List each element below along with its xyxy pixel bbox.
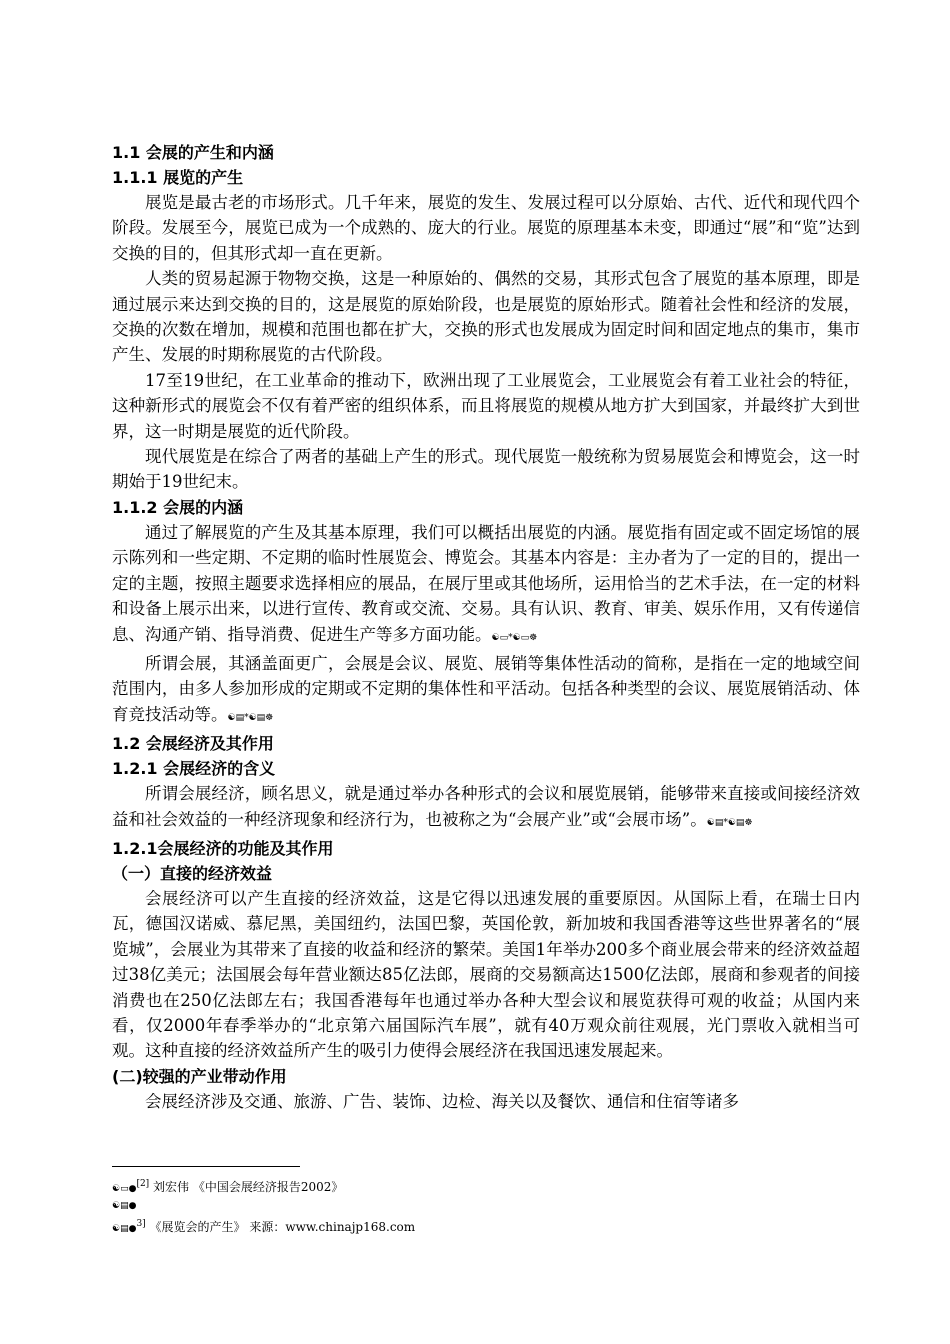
heading-text: 1.1.1 展览的产生 <box>112 168 244 187</box>
section-heading <box>112 756 860 781</box>
reference-mark: ☯▤*☯▤☸ <box>227 712 274 723</box>
paragraph-text: 展览是最古老的市场形式。几千年来，展览的发生、发展过程可以分原始、古代、近代和现代四个阶段。发展至今，展览已成为一个成熟的、庞大的行业。展览的原理基本未变，即通过“展”和“览”达到交换的目的，但其形式却一直在更新。 <box>112 193 860 263</box>
body-paragraph <box>112 520 860 651</box>
reference-mark: ☯▭*☯▭☸ <box>491 632 538 643</box>
footnote-3-number: 3] <box>136 1219 146 1229</box>
footnote-3-text: 《展览会的产生》 来源：www.chinajp168.com <box>149 1220 416 1234</box>
footnote-1-mark: ☯▭● <box>112 1184 137 1194</box>
footnote-divider <box>112 1166 300 1167</box>
body-paragraph <box>112 368 860 444</box>
section-heading <box>112 836 860 861</box>
footnote-3 <box>112 1216 415 1237</box>
body-paragraph <box>112 781 860 836</box>
section-heading <box>112 495 860 520</box>
footnote-2 <box>112 1196 136 1214</box>
footnote-3-mark: ☯▤● <box>112 1224 137 1234</box>
paragraph-text: 通过了解展览的产生及其基本原理，我们可以概括出展览的内涵。展览指有固定或不固定场馆的展示陈列和一些定期、不定期的临时性展览会、博览会。其基本内容是：主办者为了一定的目的，提出一定的主题，按照主题要求选择相应的展品，在展厅里或其他场所，运用恰当的艺术手法，在一定的材料和设备上展示出来，以进行宣传、教育或交流、交易。具有认识、教育、审美、娱乐作用，又有传递信息、沟通产销、指导消费、促进生产等多方面功能。 <box>112 522 860 644</box>
footnote-1 <box>112 1176 343 1197</box>
paragraph-text: 17至19世纪，在工业革命的推动下，欧洲出现了工业展览会，工业展览会有着工业社会的特征，这种新形式的展览会不仅有着严密的组织体系，而且将展览的规模从地方扩大到国家，并最终扩大到世界，这一时期是展览的近代阶段。 <box>112 370 860 441</box>
heading-text: 1.2 会展经济及其作用 <box>112 734 274 754</box>
body-paragraph <box>112 886 860 1064</box>
paragraph-text: 现代展览是在综合了两者的基础上产生的形式。现代展览一般统称为贸易展览会和博览会，这一时期始于19世纪末。 <box>112 447 860 492</box>
body-paragraph <box>112 444 860 495</box>
footnote-1-text: 刘宏伟 《中国会展经济报告2002》 <box>153 1180 344 1194</box>
heading-text: 1.2.1 会展经济的含义 <box>112 759 276 779</box>
section-heading <box>112 1064 860 1089</box>
paragraph-text: 会展经济涉及交通、旅游、广告、装饰、边检、海关以及餐饮、通信和住宿等诸多 <box>145 1091 739 1111</box>
body-paragraph <box>112 651 860 731</box>
heading-text: 1.2.1会展经济的功能及其作用 <box>112 838 334 858</box>
footnote-2-mark: ☯▤● <box>112 1201 137 1211</box>
section-heading <box>112 731 860 756</box>
footnote-1-number: [2] <box>136 1179 150 1189</box>
paragraph-text: 所谓会展，其涵盖面更广，会展是会议、展览、展销等集体性活动的简称，是指在一定的地域空间范围内，由多人参加形成的定期或不定期的集体性和平活动。包括各种类型的会议、展览展销活动、体育竞技活动等。 <box>112 653 860 724</box>
body-paragraph <box>112 1089 860 1114</box>
reference-mark: ☯▤*☯▤☸ <box>706 817 753 828</box>
paragraph-text: 所谓会展经济，顾名思义，就是通过举办各种形式的会议和展览展销，能够带来直接或间接经济效益和社会效益的一种经济现象和经济行为，也被称之为“会展产业”或“会展市场”。 <box>112 784 860 829</box>
section-heading <box>112 165 860 190</box>
body-paragraph <box>112 190 860 266</box>
section-heading <box>112 861 860 886</box>
paragraph-text: 人类的贸易起源于物物交换，这是一种原始的、偶然的交易，其形式包含了展览的基本原理，即是通过展示来达到交换的目的，这是展览的原始阶段，也是展览的原始形式。随着社会性和经济的发展，交换的次数在增加，规模和范围也都在扩大，交换的形式也发展成为固定时间和固定地点的集市，集市产生、发展的时期称展览的古代阶段。 <box>112 269 860 365</box>
heading-text: 1.1.2 会展的内涵 <box>112 497 244 517</box>
heading-text: (二)较强的产业带动作用 <box>112 1066 287 1086</box>
heading-text: 1.1 会展的产生和内涵 <box>112 143 274 162</box>
document-body <box>112 140 860 1114</box>
body-paragraph <box>112 266 860 368</box>
paragraph-text: 会展经济可以产生直接的经济效益，这是它得以迅速发展的重要原因。从国际上看，在瑞士日内瓦，德国汉诺威、慕尼黑，美国纽约，法国巴黎，英国伦敦，新加坡和我国香港等这些世界著名的“展览城”，会展业为其带来了直接的收益和经济的繁荣。美国1年举办200多个商业展会带来的经济效益超过38亿美元；法国展会每年营业额达85亿法郎，展商的交易额高达1500亿法郎，展商和参观者的间接消费也在250亿法郎左右；我国香港每年也通过举办各种大型会议和展览获得可观的收益；从国内来看，仅2000年春季举办的“北京第六届国际汽车展”，就有40万观众前往观展，光门票收入就相当可观。这种直接的经济效益所产生的吸引力使得会展经济在我国迅速发展起来。 <box>112 888 860 1061</box>
heading-text: （一）直接的经济效益 <box>112 863 273 883</box>
section-heading <box>112 140 860 165</box>
